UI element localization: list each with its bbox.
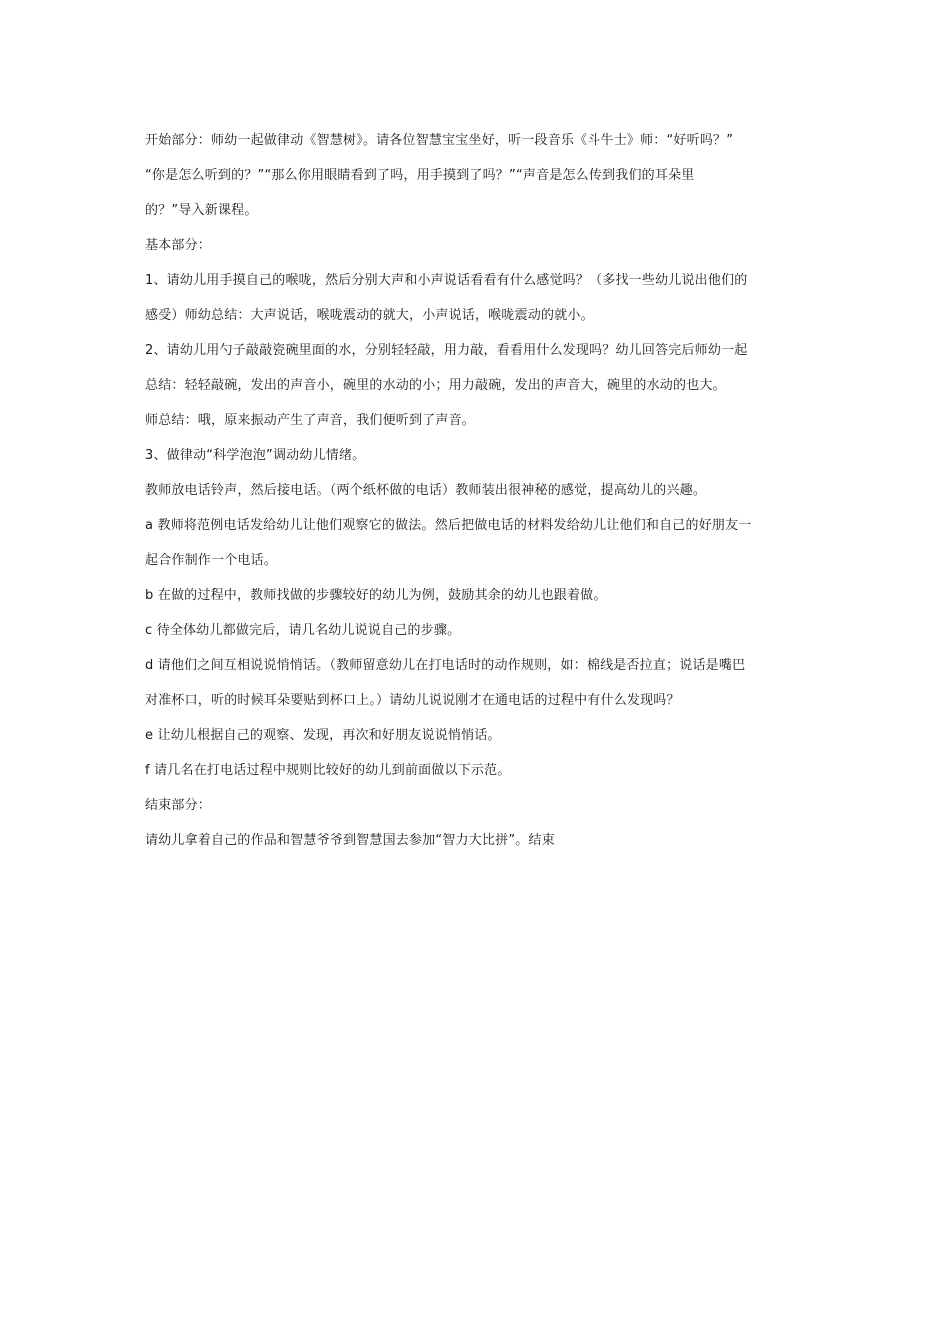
phone-activity-intro: 教师放电话铃声，然后接电话。（两个纸杯做的电话）教师装出很神秘的感觉，提高幼儿的兴趣。 bbox=[145, 483, 707, 498]
item-f: f 请几名在打电话过程中规则比较好的幼儿到前面做以下示范。 bbox=[145, 763, 511, 778]
teacher-summary: 师总结：哦，原来振动产生了声音，我们便听到了声音。 bbox=[145, 413, 476, 428]
item-b: b 在做的过程中，教师找做的步骤较好的幼儿为例，鼓励其余的幼儿也跟着做。 bbox=[145, 588, 607, 603]
item-e: e 让幼儿根据自己的观察、发现，再次和好朋友说说悄悄话。 bbox=[145, 728, 501, 743]
section-heading-basic: 基本部分： bbox=[145, 238, 212, 253]
step-2-line-1: 2、请幼儿用勺子敲敲瓷碗里面的水，分别轻轻敲，用力敲，看看用什么发现吗？幼儿回答完后师幼一起 bbox=[145, 343, 748, 358]
step-1-line-2: 感受）师幼总结：大声说话，喉咙震动的就大，小声说话，喉咙震动的就小。 bbox=[145, 308, 594, 323]
section-heading-closing: 结束部分： bbox=[145, 798, 212, 813]
item-a-line-2: 起合作制作一个电话。 bbox=[145, 553, 278, 568]
intro-line-3: 的？”导入新课程。 bbox=[145, 203, 258, 218]
step-2-line-2: 总结：轻轻敲碗，发出的声音小，碗里的水动的小；用力敲碗，发出的声音大，碗里的水动的也大。 bbox=[145, 378, 726, 393]
item-d-line-2: 对准杯口，听的时候耳朵要贴到杯口上。）请幼儿说说刚才在通电话的过程中有什么发现吗？ bbox=[145, 693, 680, 708]
item-c: c 待全体幼儿都做完后，请几名幼儿说说自己的步骤。 bbox=[145, 623, 461, 638]
step-1-line-1: 1、请幼儿用手摸自己的喉咙，然后分别大声和小声说话看看有什么感觉吗？（多找一些幼儿说出他们的 bbox=[145, 273, 748, 288]
intro-line-2: “你是怎么听到的？”“那么你用眼睛看到了吗，用手摸到了吗？”“声音是怎么传到我们的耳朵里 bbox=[145, 168, 695, 183]
item-d-line-1: d 请他们之间互相说说悄悄话。（教师留意幼儿在打电话时的动作规则，如：棉线是否拉直；说话是嘴巴 bbox=[145, 658, 746, 673]
intro-line-1: 开始部分：师幼一起做律动《智慧树》。请各位智慧宝宝坐好，听一段音乐《斗牛士》师：“好听吗？” bbox=[145, 133, 734, 148]
closing-line: 请幼儿拿着自己的作品和智慧爷爷到智慧国去参加“智力大比拼”。结束 bbox=[145, 833, 555, 848]
item-a-line-1: a 教师将范例电话发给幼儿让他们观察它的做法。然后把做电话的材料发给幼儿让他们和自己的好朋友一 bbox=[145, 518, 752, 533]
step-3: 3、做律动“科学泡泡”调动幼儿情绪。 bbox=[145, 448, 366, 463]
document-body bbox=[145, 123, 810, 858]
